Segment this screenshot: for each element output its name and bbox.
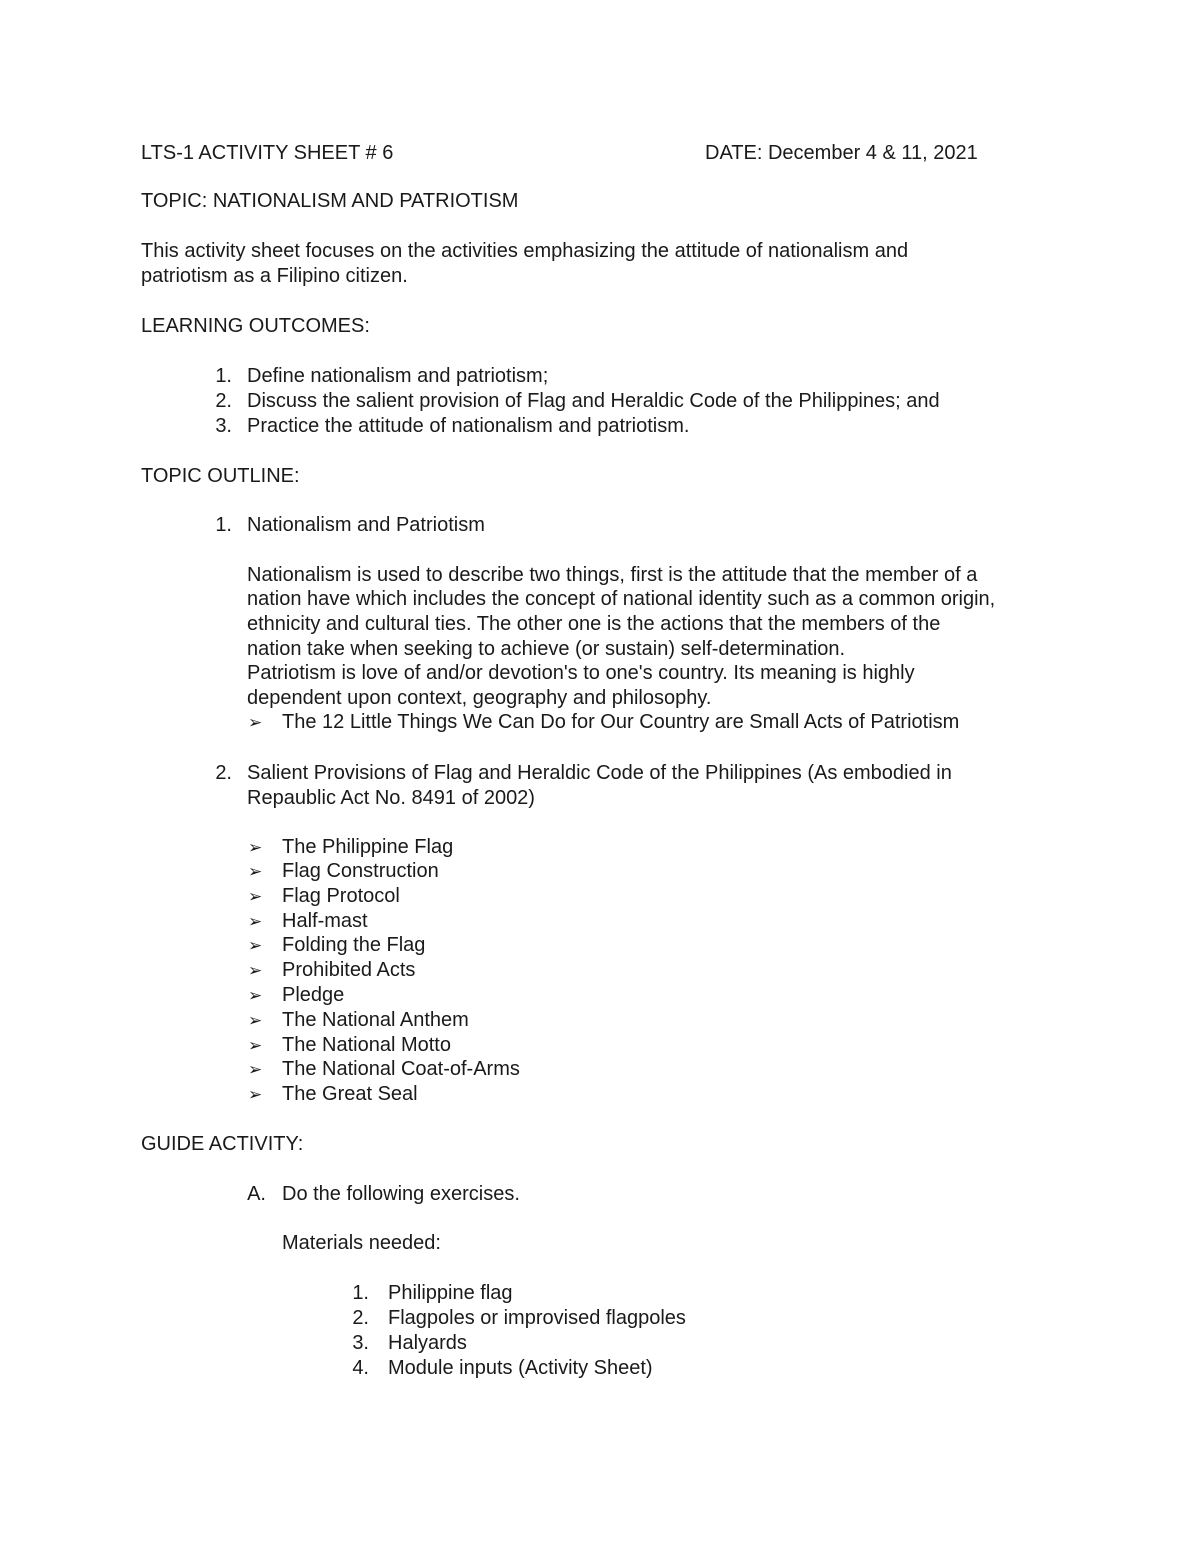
outline-item-title: Salient Provisions of Flag and Heraldic Code of the Philippines (As embodied in: [247, 762, 952, 784]
sheet-date: DATE: December 4 & 11, 2021: [705, 142, 978, 164]
paragraph-line: ethnicity and cultural ties. The other one is the actions that the members of the: [247, 613, 941, 635]
bullet-text: Prohibited Acts: [282, 959, 416, 981]
paragraph-line: Nationalism is used to describe two things, first is the attitude that the member of a: [247, 564, 978, 586]
bullet-text: The National Anthem: [282, 1009, 469, 1031]
outcome-number: 2.: [215, 390, 232, 412]
bullet-text: Flag Construction: [282, 860, 439, 882]
arrowhead-bullet-icon: ➢: [248, 936, 263, 955]
arrowhead-bullet-icon: ➢: [248, 1036, 263, 1055]
material-number: 1.: [352, 1282, 369, 1304]
bullet-text: The National Motto: [282, 1034, 451, 1056]
materials-heading: Materials needed:: [282, 1232, 441, 1254]
topic-outline-heading: TOPIC OUTLINE:: [141, 465, 300, 487]
arrowhead-bullet-icon: ➢: [248, 986, 263, 1005]
arrowhead-bullet-icon: ➢: [248, 862, 263, 881]
bullet-text: The Great Seal: [282, 1083, 418, 1105]
material-number: 4.: [352, 1357, 369, 1379]
arrowhead-bullet-icon: ➢: [248, 1085, 263, 1104]
bullet-text: Flag Protocol: [282, 885, 400, 907]
paragraph-line: Patriotism is love of and/or devotion's to one's country. Its meaning is highly: [247, 662, 915, 684]
arrowhead-bullet-icon: ➢: [248, 838, 263, 857]
outcome-number: 1.: [215, 365, 232, 387]
intro-line-1: This activity sheet focuses on the activities emphasizing the attitude of nationalism and: [141, 240, 909, 262]
material-text: Philippine flag: [388, 1282, 513, 1304]
arrowhead-bullet-icon: ➢: [248, 961, 263, 980]
bullet-text: Pledge: [282, 984, 345, 1006]
outcome-text: Practice the attitude of nationalism and patriotism.: [247, 415, 690, 437]
learning-outcomes-heading: LEARNING OUTCOMES:: [141, 315, 370, 337]
outcome-text: Discuss the salient provision of Flag and Heraldic Code of the Philippines; and: [247, 390, 940, 412]
sheet-title: LTS-1 ACTIVITY SHEET # 6: [141, 142, 394, 164]
material-text: Flagpoles or improvised flagpoles: [388, 1307, 686, 1329]
paragraph-line: nation have which includes the concept of national identity such as a common origin,: [247, 588, 996, 610]
bullet-text: The 12 Little Things We Can Do for Our Country are Small Acts of Patriotism: [282, 711, 960, 733]
outline-number: 1.: [215, 514, 232, 536]
bullet-text: Folding the Flag: [282, 934, 426, 956]
outline-item-title: Nationalism and Patriotism: [247, 514, 485, 536]
outline-item-title: Repaublic Act No. 8491 of 2002): [247, 787, 535, 809]
material-number: 3.: [352, 1332, 369, 1354]
paragraph-line: nation take when seeking to achieve (or sustain) self-determination.: [247, 638, 846, 660]
bullet-text: The National Coat-of-Arms: [282, 1058, 520, 1080]
arrowhead-bullet-icon: ➢: [248, 1011, 263, 1030]
outcome-number: 3.: [215, 415, 232, 437]
bullet-text: The Philippine Flag: [282, 836, 454, 858]
arrowhead-bullet-icon: ➢: [248, 887, 263, 906]
topic-heading: TOPIC: NATIONALISM AND PATRIOTISM: [141, 190, 519, 212]
material-number: 2.: [352, 1307, 369, 1329]
activity-label: A.: [247, 1183, 266, 1205]
material-text: Module inputs (Activity Sheet): [388, 1357, 653, 1379]
arrowhead-bullet-icon: ➢: [248, 713, 263, 732]
outline-number: 2.: [215, 762, 232, 784]
arrowhead-bullet-icon: ➢: [248, 912, 263, 931]
activity-text: Do the following exercises.: [282, 1183, 520, 1205]
arrowhead-bullet-icon: ➢: [248, 1060, 263, 1079]
bullet-text: Half-mast: [282, 910, 368, 932]
guide-activity-heading: GUIDE ACTIVITY:: [141, 1133, 304, 1155]
outcome-text: Define nationalism and patriotism;: [247, 365, 549, 387]
paragraph-line: dependent upon context, geography and philosophy.: [247, 687, 712, 709]
material-text: Halyards: [388, 1332, 467, 1354]
intro-line-2: patriotism as a Filipino citizen.: [141, 265, 408, 287]
